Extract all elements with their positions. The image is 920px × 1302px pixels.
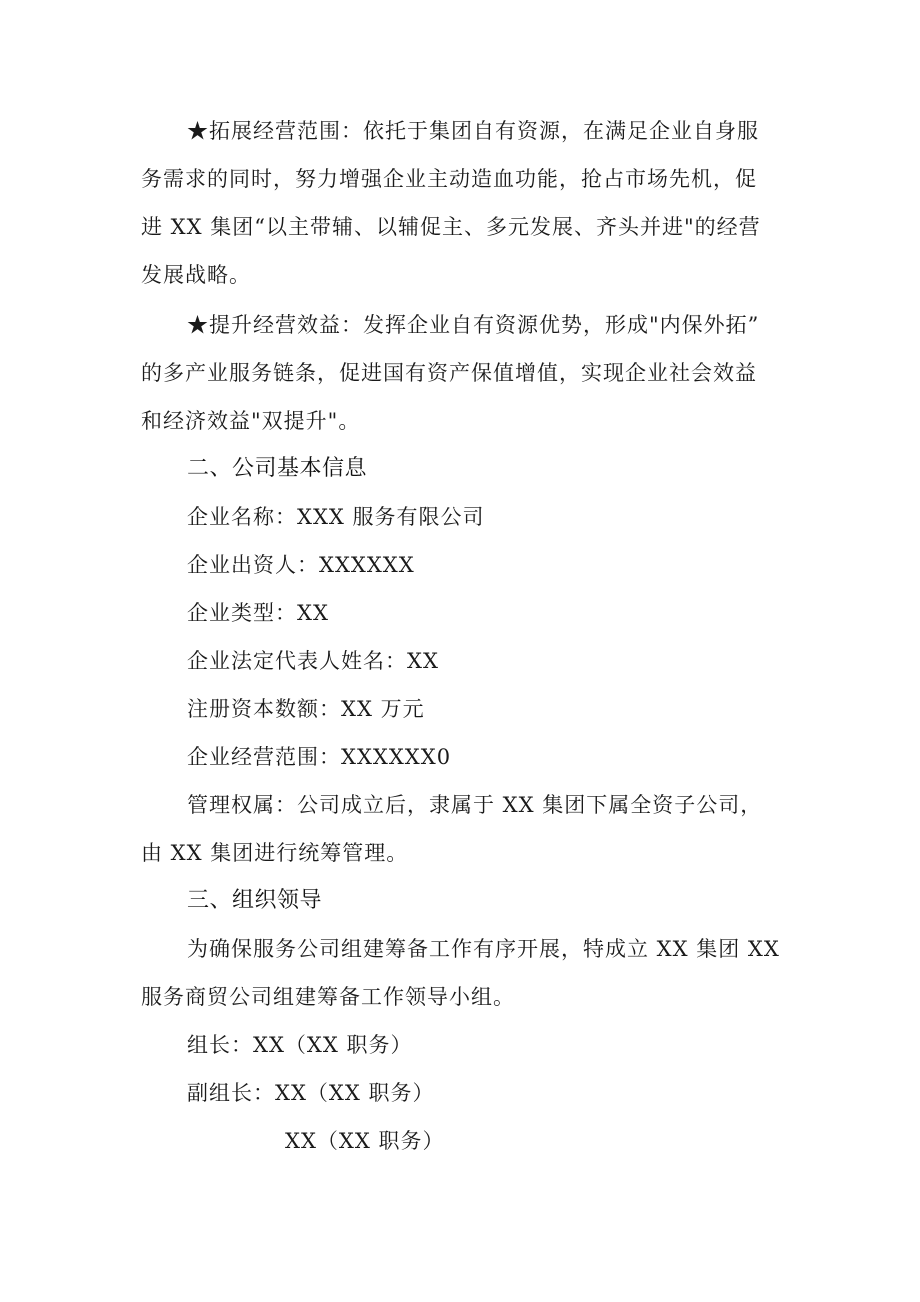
section-heading-basic-info: 二、公司基本信息 (187, 456, 368, 481)
paragraph-organization-line-2: 服务商贸公司组建筹备工作领导小组。 (141, 985, 515, 1009)
info-company-type: 企业类型：XX (187, 601, 329, 625)
info-registered-capital: 注册资本数额：XX 万元 (187, 697, 425, 721)
info-management-line-1: 管理权属：公司成立后，隶属于 XX 集团下属全资子公司， (187, 793, 763, 817)
paragraph-expand-scope-line-4: 发展战略。 (141, 263, 251, 287)
paragraph-improve-benefit-line-2: 的多产业服务链条，促进国有资产保值增值，实现企业社会效益 (141, 361, 757, 385)
info-management-line-2: 由 XX 集团进行统筹管理。 (141, 841, 409, 865)
paragraph-improve-benefit-line-3: 和经济效益"双提升"。 (141, 409, 361, 433)
info-business-scope: 企业经营范围：XXXXXX0 (187, 745, 452, 769)
deputy-leader-line: 副组长：XX（XX 职务） (187, 1081, 435, 1105)
info-legal-representative: 企业法定代表人姓名：XX (187, 649, 439, 673)
paragraph-expand-scope-line-2: 务需求的同时，努力增强企业主动造血功能，抢占市场先机，促 (141, 167, 757, 191)
paragraph-organization-line-1: 为确保服务公司组建筹备工作有序开展，特成立 XX 集团 XX (187, 937, 780, 961)
info-investor: 企业出资人：XXXXXX (187, 553, 415, 577)
paragraph-improve-benefit-line-1: ★提升经营效益：发挥企业自有资源优势，形成"内保外拓” (187, 313, 760, 337)
paragraph-expand-scope-line-3: 进 XX 集团“以主带辅、以辅促主、多元发展、齐头并进"的经营 (141, 215, 761, 239)
leader-line: 组长：XX（XX 职务） (187, 1033, 413, 1057)
deputy-leader-line-2: XX（XX 职务） (285, 1129, 445, 1153)
section-heading-organization: 三、组织领导 (187, 888, 323, 913)
info-company-name: 企业名称：XXX 服务有限公司 (187, 505, 485, 529)
paragraph-expand-scope-line-1: ★拓展经营范围：依托于集团自有资源，在满足企业自身服 (187, 119, 759, 143)
